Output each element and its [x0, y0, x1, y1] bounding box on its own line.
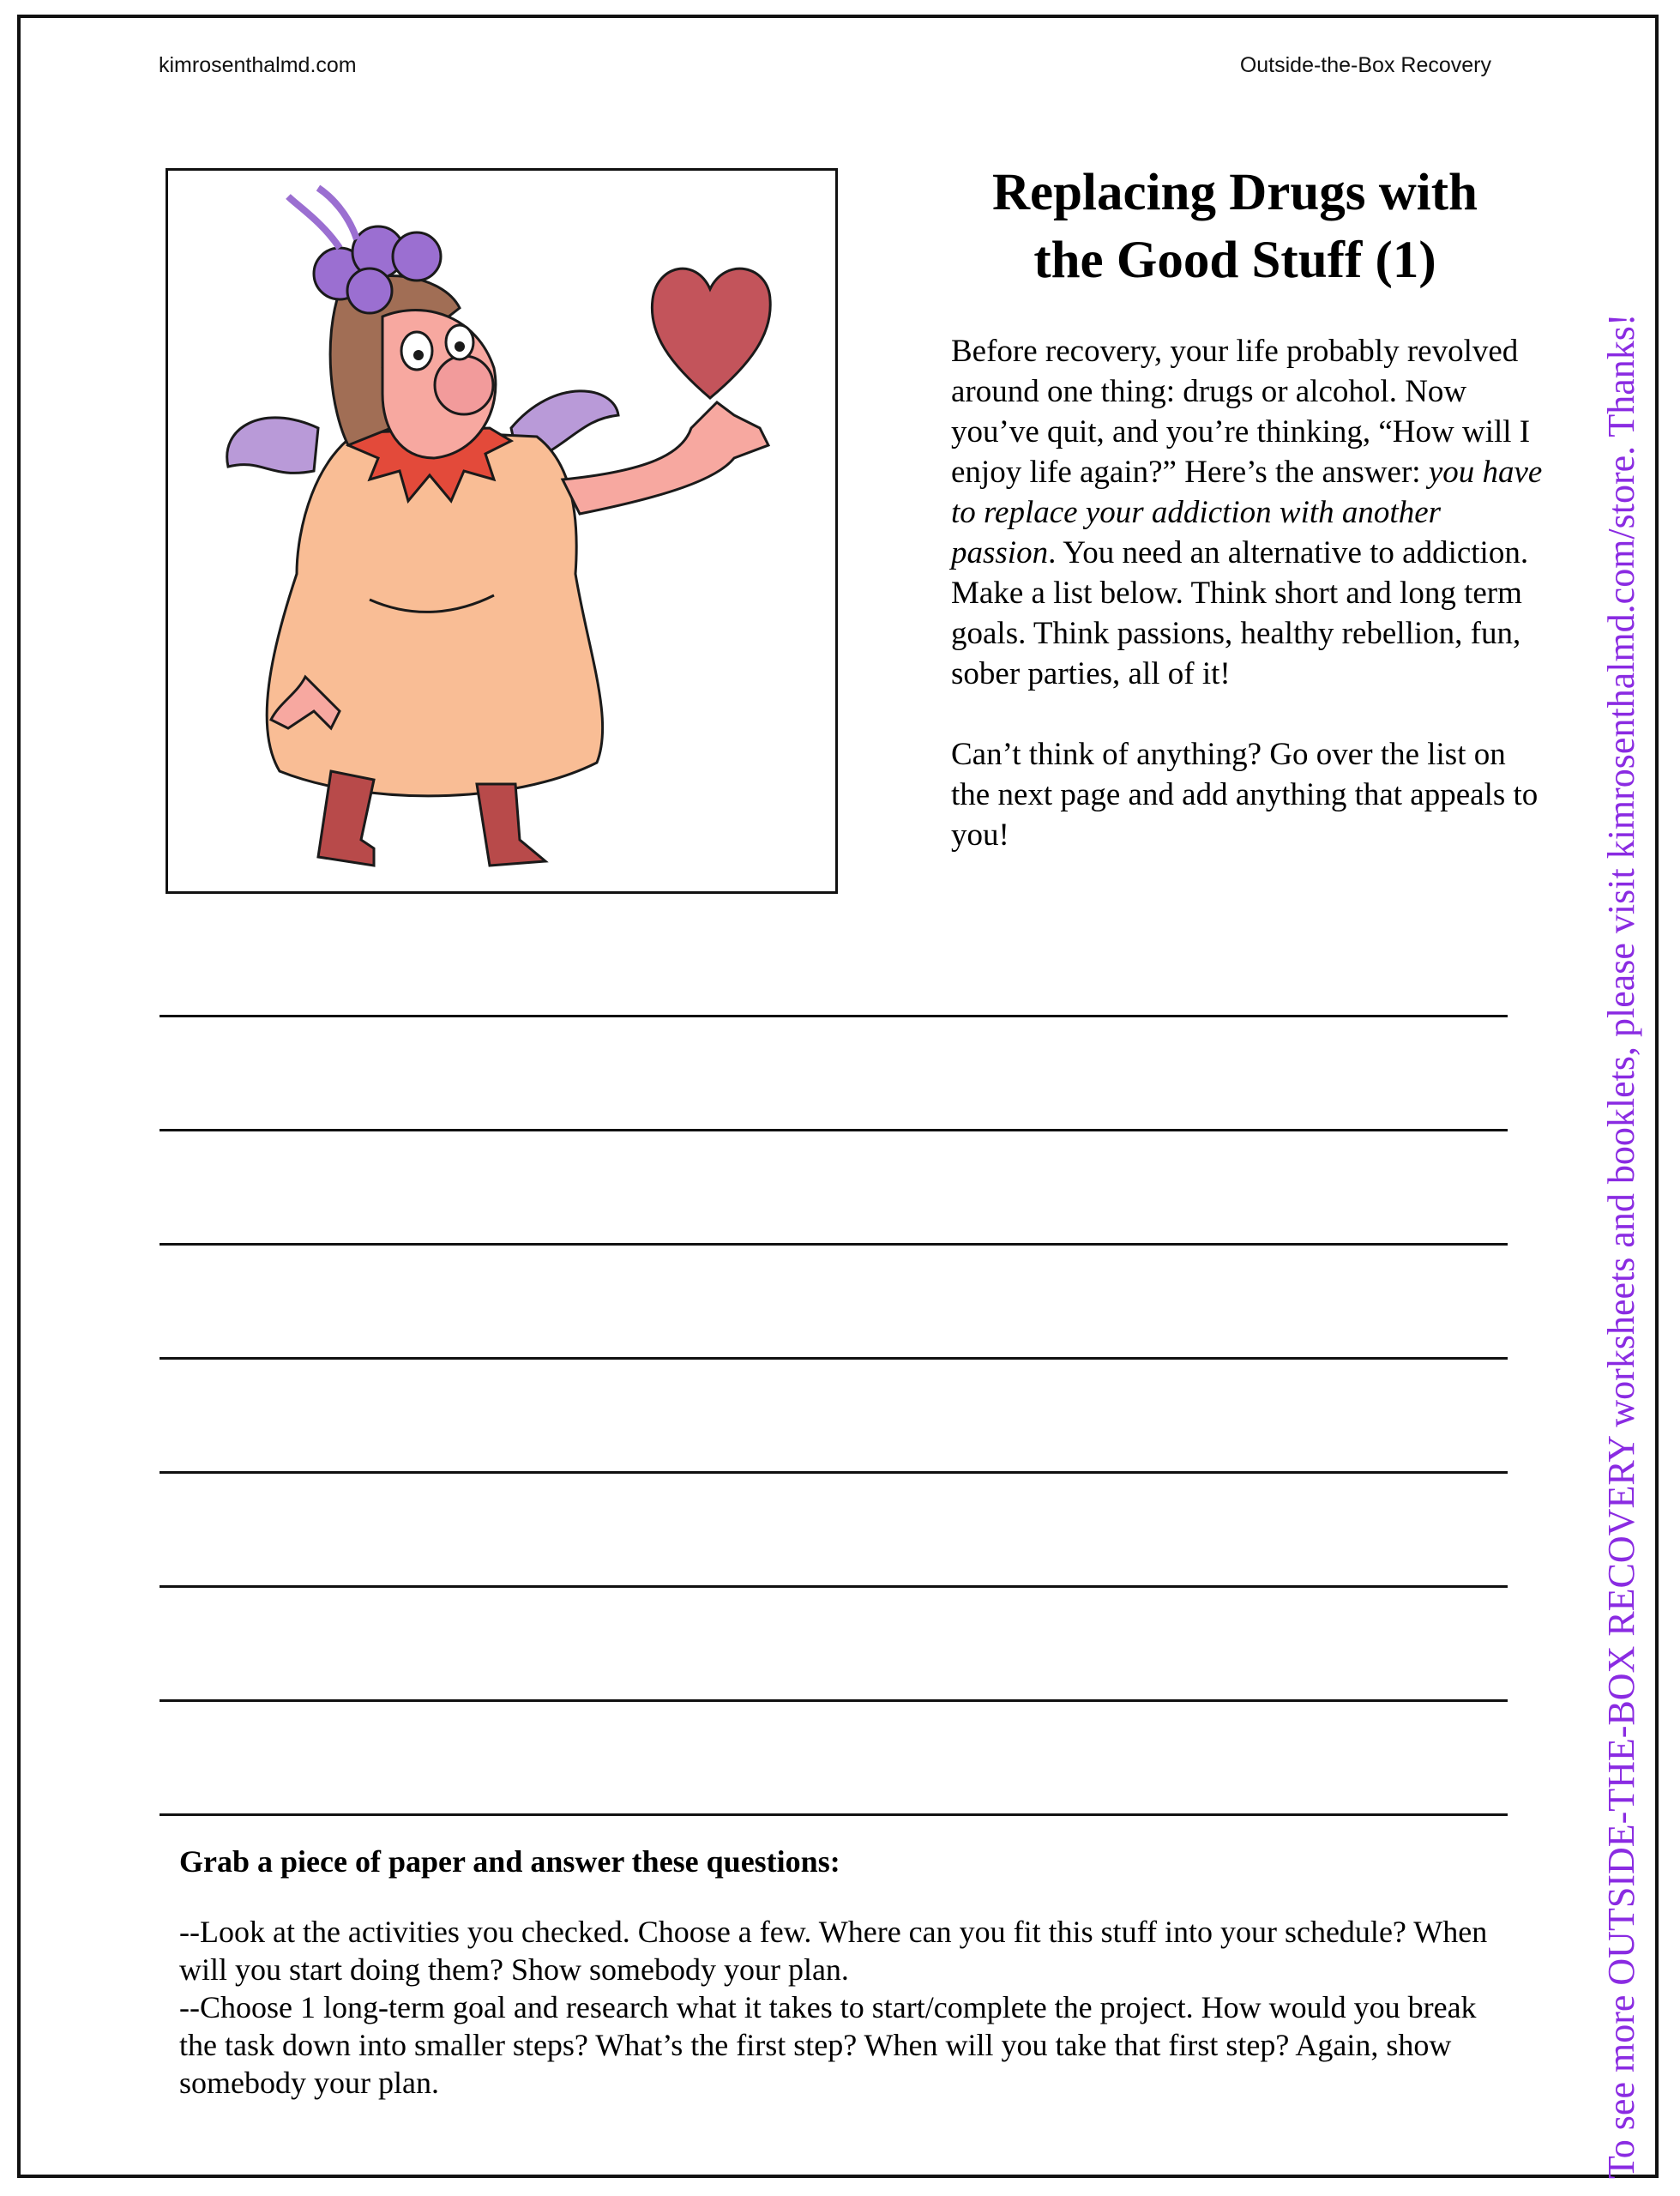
questions-heading: Grab a piece of paper and answer these questions: — [179, 1844, 840, 1879]
page-title — [926, 159, 1544, 294]
title-line-2: the Good Stuff (1) — [1033, 232, 1436, 289]
writing-line-4[interactable] — [160, 1357, 1508, 1360]
sidebar-promo: To see more OUTSIDE-THE-BOX RECOVERY worksheets and booklets, please visit kimrosenthalmd.com/store. Thanks! — [1600, 313, 1642, 2179]
title-line-1: Replacing Drugs with — [992, 164, 1478, 221]
intro-text-b: . You need an alternative to addiction. Make a list below. Think short and long term goals. Think passions, healthy rebellion, fun, sober parties, all of it! — [951, 535, 1529, 691]
header-site: kimrosenthalmd.com — [159, 53, 357, 77]
writing-line-8[interactable] — [160, 1813, 1508, 1816]
writing-line-7[interactable] — [160, 1699, 1508, 1702]
angel-woman-icon — [168, 171, 835, 891]
intro-emphasis: you have to replace your addiction with another passion — [951, 455, 1543, 570]
intro-text — [951, 331, 1551, 855]
writing-line-1[interactable] — [160, 1015, 1508, 1017]
writing-line-3[interactable] — [160, 1243, 1508, 1246]
writing-line-2[interactable] — [160, 1129, 1508, 1131]
questions-list — [179, 1913, 1504, 2102]
intro-paragraph-1 — [951, 331, 1551, 694]
writing-line-6[interactable] — [160, 1585, 1508, 1588]
illustration-box — [166, 168, 838, 894]
question-2: --Choose 1 long-term goal and research what it takes to start/complete the project. How would you break the task down into smaller steps? What’s the first step? When will you take that first step? Again, show somebody your plan. — [179, 1990, 1477, 2100]
question-1: --Look at the activities you checked. Choose a few. Where can you fit this stuff into your schedule? When will you start doing them? Show somebody your plan. — [179, 1915, 1488, 1987]
writing-line-5[interactable] — [160, 1471, 1508, 1474]
intro-paragraph-2: Can’t think of anything? Go over the list on the next page and add anything that appeals to you! — [951, 737, 1538, 853]
header-series: Outside-the-Box Recovery — [1239, 53, 1491, 77]
intro-text-a: Before recovery, your life probably revolved around one thing: drugs or alcohol. Now you’ve quit, and you’re thinking, “How will I enjoy life again?” Here’s the answer: — [951, 334, 1531, 490]
heart-icon — [652, 268, 770, 398]
